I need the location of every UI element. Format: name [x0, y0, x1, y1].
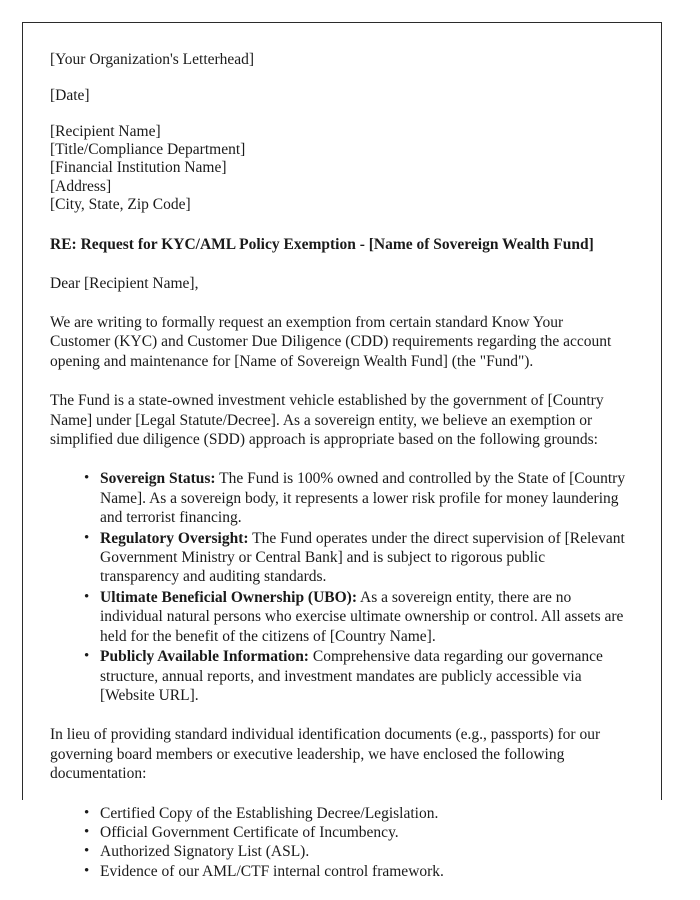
- paragraph-in-lieu: In lieu of providing standard individual identification documents (e.g., passports) for our governing board members or executive leadership, we have enclosed the following documentation:: [50, 726, 601, 783]
- recipient-name: [Recipient Name]: [50, 123, 161, 140]
- enclosures-list: [50, 804, 627, 882]
- grounds-list: [50, 469, 627, 705]
- document-page: [22, 22, 662, 880]
- ground-lead: Ultimate Beneficial Ownership (UBO):: [100, 588, 358, 606]
- paragraph-fund-background: The Fund is a state-owned investment vehicle established by the government of [Country Name] under [Legal Statute/Decree]. As a sovereign entity, we believe an exemption or simplified due diligence (SDD) approach is appropriate based on the following grounds:: [50, 392, 604, 449]
- list-item: [88, 588, 627, 646]
- ground-text: As a sovereign entity, there are no individual natural persons who exercise ultimate ownership or control. All assets are held for the benefit of the citizens of [Country Name].: [100, 588, 624, 645]
- ground-text: Comprehensive data regarding our governance structure, annual reports, and investment mandates are publicly accessible via [Website URL].: [100, 648, 603, 704]
- list-item: • Official Government Certificate of Incumbency.: [88, 823, 627, 842]
- recipient-address-block: [50, 123, 627, 214]
- ground-lead: Publicly Available Information:: [100, 648, 309, 666]
- document-body: [23, 23, 661, 881]
- ground-lead: Regulatory Oversight:: [100, 529, 249, 547]
- ground-text: The Fund operates under the direct supervision of [Relevant Government Ministry or Central Bank] and is subject to rigorous public transparency and auditing standards.: [100, 529, 625, 586]
- date-line: [Date]: [50, 87, 90, 104]
- list-item: • Certified Copy of the Establishing Decree/Legislation.: [88, 804, 627, 823]
- salutation: Dear [Recipient Name],: [50, 275, 199, 293]
- list-item: [88, 647, 627, 705]
- ground-lead: Sovereign Status:: [100, 470, 216, 488]
- recipient-title: [Title/Compliance Department]: [50, 141, 246, 159]
- recipient-city-state-zip: [City, State, Zip Code]: [50, 195, 191, 213]
- list-item: • Authorized Signatory List (ASL).: [88, 842, 627, 861]
- list-item: • Evidence of our AML/CTF internal control framework.: [88, 862, 627, 881]
- recipient-address: [Address]: [50, 177, 112, 195]
- list-item: [88, 529, 627, 587]
- ground-text: The Fund is 100% owned and controlled by the State of [Country Name]. As a sovereign body, it represents a lower risk profile for money laundering and terrorist financing.: [100, 470, 626, 527]
- list-item: [88, 469, 627, 527]
- recipient-institution: [Financial Institution Name]: [50, 159, 227, 177]
- paragraph-request: We are writing to formally request an exemption from certain standard Know Your Customer (KYC) and Customer Due Diligence (CDD) requirements regarding the account opening and maintenance for [Name of Sovereign Wealth Fund] (the "Fund").: [50, 314, 612, 370]
- subject-line: RE: Request for KYC/AML Policy Exemption - [Name of Sovereign Wealth Fund]: [50, 236, 594, 254]
- letterhead: [Your Organization's Letterhead]: [50, 51, 255, 68]
